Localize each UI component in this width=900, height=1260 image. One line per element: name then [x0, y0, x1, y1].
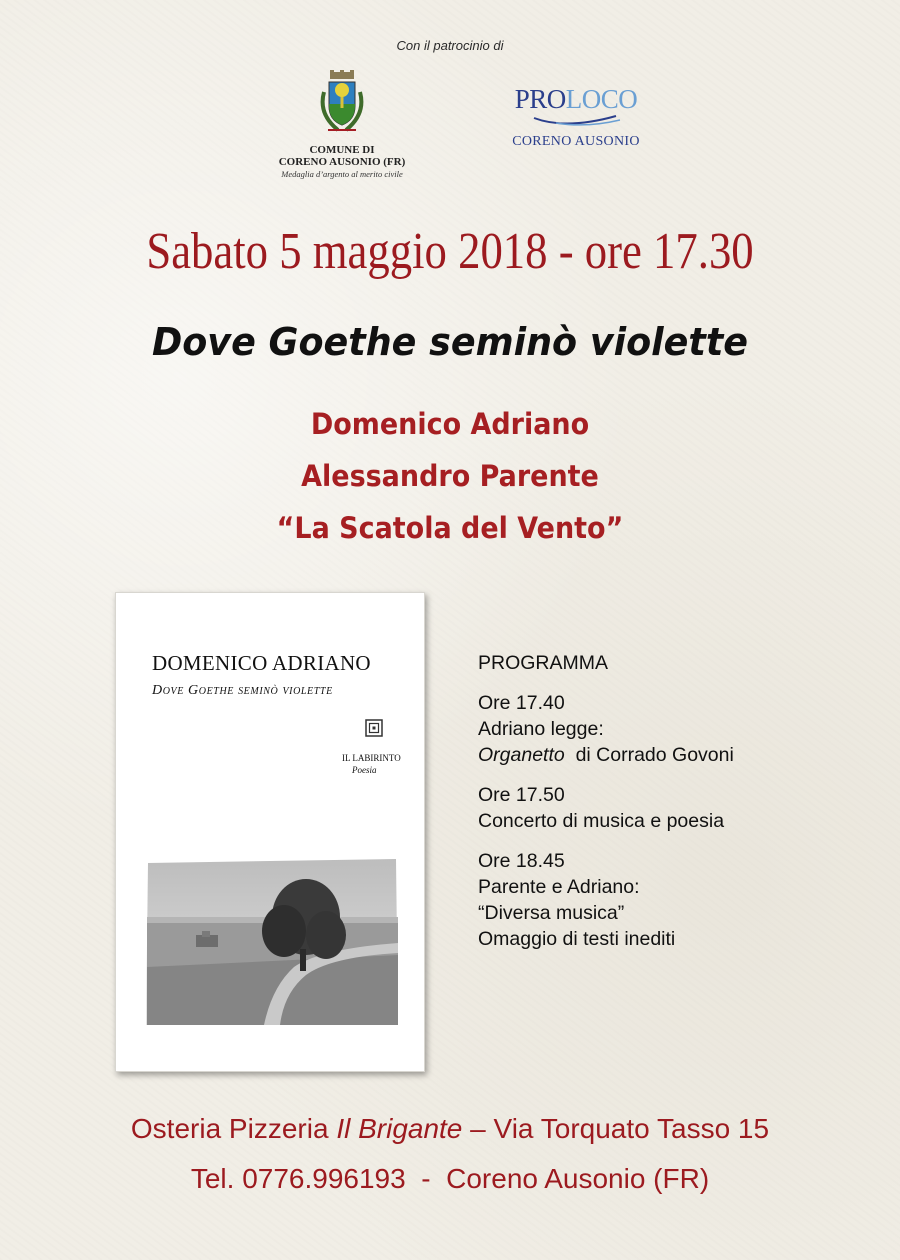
venue-name: Il Brigante: [336, 1113, 463, 1144]
program-item-1: [478, 690, 868, 768]
program-time-1: Ore 17.40: [478, 692, 565, 714]
proloco-subtitle: CORENO AUSONIO: [512, 134, 640, 149]
patronage-label: Con il patrocinio di: [396, 38, 504, 53]
program-line-3c: Omaggio di testi inediti: [478, 928, 676, 950]
program-line-3a: Parente e Adriano:: [478, 876, 640, 898]
book-publisher: IL LABIRINTO: [342, 753, 401, 763]
program-heading: PROGRAMMA: [478, 652, 609, 674]
comune-logo: [262, 70, 422, 179]
program-line-1b: [478, 742, 868, 768]
comune-name-line2: CORENO AUSONIO (FR): [278, 156, 406, 168]
proloco-pro-text: PRO: [514, 84, 566, 114]
contact-line: Tel. 0776.996193 - Coreno Ausonio (FR): [190, 1163, 710, 1194]
book-cover: [115, 592, 425, 1072]
program-work-title: Organetto: [478, 744, 565, 766]
venue-line: [0, 1113, 900, 1145]
program-time-2: Ore 17.50: [478, 784, 565, 806]
event-title: Dove Goethe seminò violette: [151, 320, 749, 364]
landscape-painting: [144, 857, 400, 1027]
author-name-2: Alessandro Parente: [301, 459, 599, 493]
book-series: Poesia: [352, 765, 377, 775]
program: [478, 650, 868, 952]
proloco-logo: [486, 84, 666, 150]
proloco-loco-text: LOCO: [565, 84, 638, 114]
event-date: Sabato 5 maggio 2018 - ore 17.30: [146, 223, 754, 280]
program-item-3: [478, 848, 868, 952]
program-time-3: Ore 18.45: [478, 850, 565, 872]
comune-motto: Medaglia d’argento al merito civile: [281, 169, 403, 179]
program-line-3b: “Diversa musica”: [478, 902, 625, 924]
author-name-1: Domenico Adriano: [310, 407, 590, 441]
book-title: Dove Goethe seminò violette: [152, 683, 333, 698]
book-name: “La Scatola del Vento”: [276, 511, 624, 545]
program-line-1a: Adriano legge:: [478, 718, 604, 740]
comune-name-line1: COMUNE DI: [309, 144, 375, 156]
labyrinth-icon: [365, 719, 383, 737]
proloco-wordmark: [486, 84, 666, 118]
program-work-author: di Corrado Govoni: [564, 744, 734, 766]
program-item-2: [478, 782, 868, 834]
venue-address: – Via Torquato Tasso 15: [462, 1113, 770, 1144]
book-author: DOMENICO ADRIANO: [152, 651, 371, 675]
event-names: [0, 398, 900, 554]
program-line-2a: Concerto di musica e poesia: [478, 810, 725, 832]
comune-crest-icon: [314, 70, 370, 138]
venue-prefix: Osteria Pizzeria: [130, 1113, 337, 1144]
